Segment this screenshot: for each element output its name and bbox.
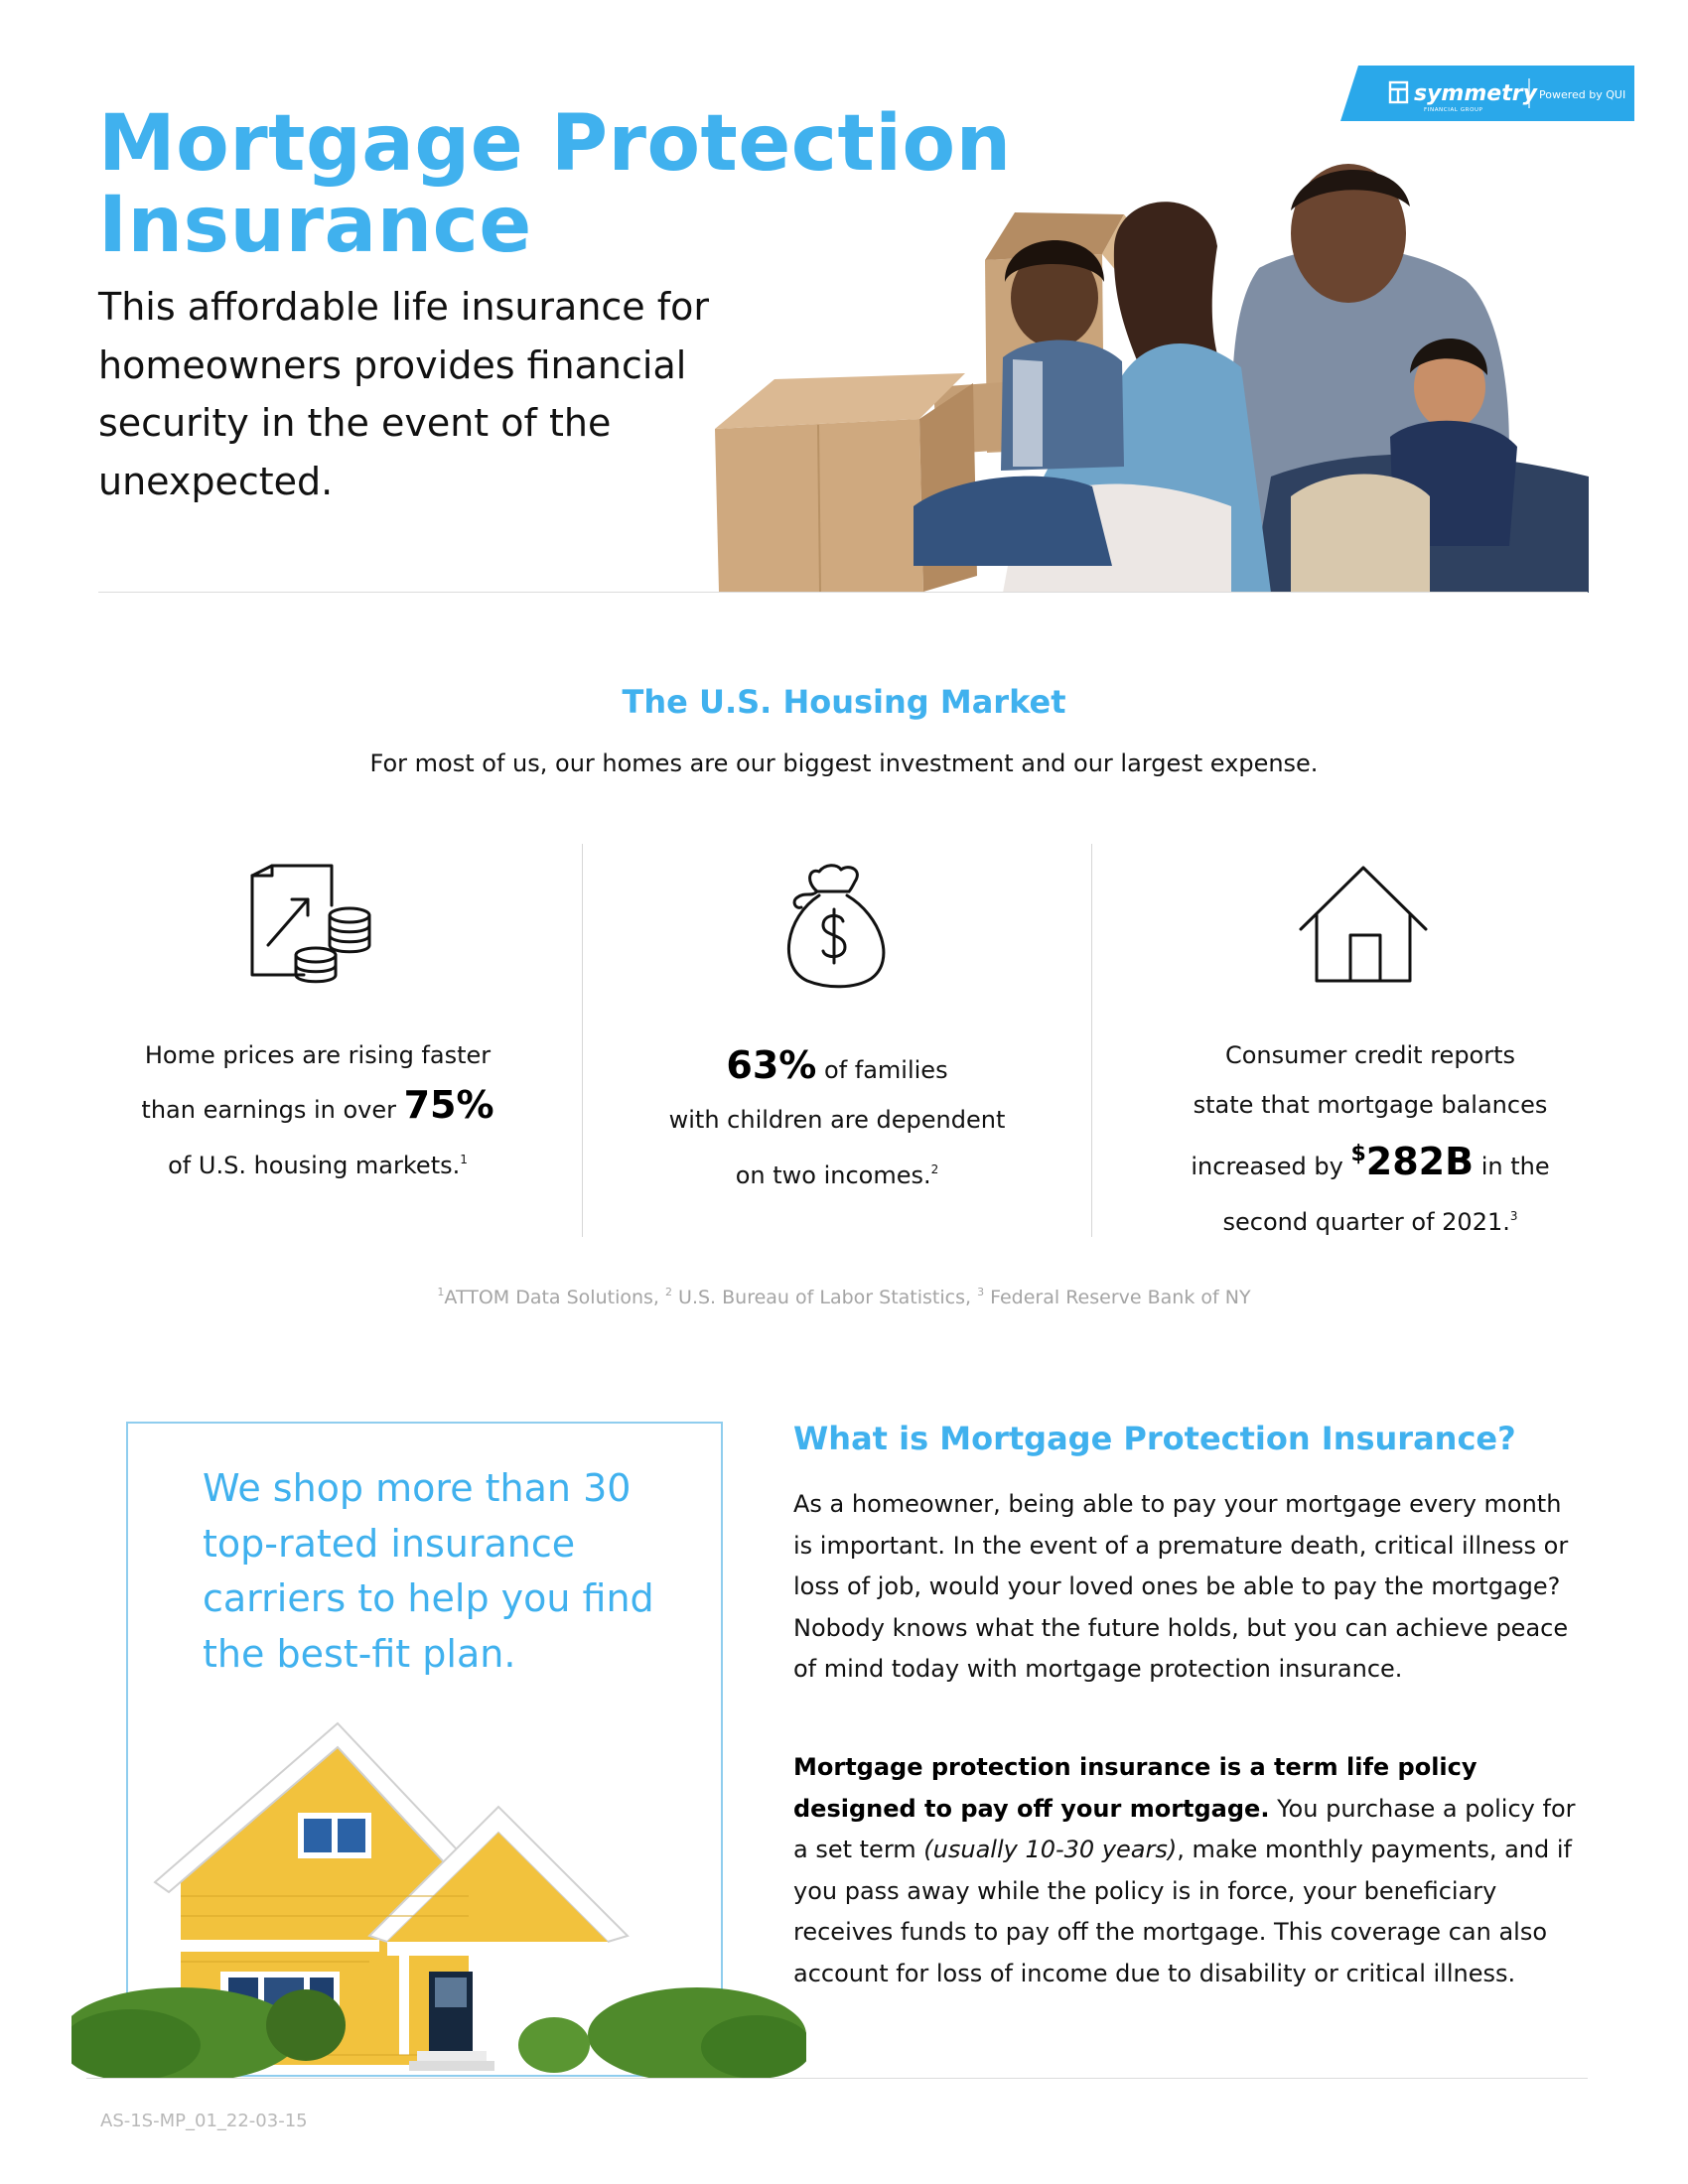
stat-two-incomes-value: 63% (726, 1043, 817, 1087)
stat-column-divider (1091, 844, 1092, 1237)
paragraph-2-italic: (usually 10-30 years) (923, 1836, 1178, 1864)
stat-home-prices (99, 1030, 536, 1190)
stat-home-prices-value: 75% (403, 1083, 494, 1127)
stat-home-prices-line1: Home prices are rising faster (144, 1041, 492, 1069)
currency-symbol: $ (1350, 1142, 1366, 1166)
logo-tagline: FINANCIAL GROUP (1424, 107, 1483, 113)
stat-two-incomes-line1-text: of families (816, 1056, 948, 1084)
source-text: U.S. Bureau of Labor Statistics, (672, 1287, 978, 1308)
logo-name: symmetry (1414, 81, 1537, 106)
page-title-line1: Mortgage Protection (98, 99, 1012, 189)
document-code: AS-1S-MP_01_22-03-15 (100, 2111, 308, 2131)
hero-subtitle: This affordable life insurance for homeowners provides financial security in the event of the unexpected. (98, 285, 710, 503)
stat-two-incomes-line1 (594, 1040, 1080, 1095)
stat-mortgage-balances-line3-end: in the (1474, 1153, 1550, 1180)
paragraph-2-bold-lead: Mortgage protection insurance is a term life policy designed to pay off your mortgage. (793, 1753, 1477, 1823)
housing-section-intro: For most of us, our homes are our biggest investment and our largest expense. (369, 750, 1319, 777)
stat-mortgage-balances (1102, 1030, 1638, 1247)
source-number: 3 (977, 1286, 985, 1298)
what-is-mpi-title: What is Mortgage Protection Insurance? (793, 1420, 1516, 1457)
footnote-marker: 1 (460, 1153, 468, 1166)
stat-mortgage-balances-line1: Consumer credit reports (1224, 1041, 1516, 1069)
paragraph-2-text-a: You purchase a policy for a set term (793, 1794, 1576, 1864)
stat-home-prices-line2-text: than earnings in over (141, 1096, 404, 1124)
stat-two-incomes (594, 1040, 1080, 1200)
rising-chart-coins-icon (246, 860, 375, 989)
stat-mortgage-balances-line2: state that mortgage balances (1193, 1091, 1548, 1119)
stat-column-divider (582, 844, 583, 1237)
page-title-line2: Insurance (98, 181, 532, 270)
paragraph-2-text-b: , make monthly payments, and if you pass away while the policy is in force, your beneficiary receives funds to pay off the mortgage. This coverage can also account for loss of income due to disability or critical illness. (793, 1836, 1572, 1987)
section-divider (98, 592, 1588, 593)
money-bag-icon (772, 860, 901, 989)
stat-home-prices-line3-text: of U.S. housing markets. (168, 1152, 461, 1179)
housing-section-title: The U.S. Housing Market (622, 683, 1066, 721)
stat-mortgage-balances-value (1350, 1140, 1474, 1183)
source-text: Federal Reserve Bank of NY (984, 1287, 1251, 1308)
stat-home-prices-line2 (99, 1080, 536, 1135)
powered-by: Powered by QUI (1539, 88, 1626, 101)
stat-mortgage-balances-line3-text: increased by (1191, 1153, 1351, 1180)
stat-mortgage-balances-line3 (1102, 1130, 1638, 1191)
symmetry-logo (1340, 66, 1634, 121)
what-is-mpi-paragraph-1: As a homeowner, being able to pay your mortgage every month is important. In the event of a premature death, critical illness or loss of job, would your loved ones be able to pay the mortgage? Nobody knows what the future holds, but you can achieve peace of mind today with mortgage protection insurance. (793, 1490, 1569, 1684)
source-citations (0, 1286, 1688, 1308)
footer-divider (86, 2078, 1588, 2079)
stat-mortgage-balances-line4 (1102, 1191, 1638, 1247)
what-is-mpi-paragraph-2 (793, 1747, 1588, 1995)
source-number: 2 (665, 1286, 672, 1298)
stat-mortgage-balances-amount: 282B (1365, 1140, 1475, 1183)
stat-two-incomes-line3-text: on two incomes. (735, 1161, 931, 1189)
house-icon (1299, 860, 1428, 989)
promo-text: We shop more than 30 top-rated insurance carriers to help you find the best-fit plan. (203, 1466, 654, 1676)
stat-two-incomes-line2: with children are dependent (668, 1106, 1006, 1134)
footnote-marker: 2 (930, 1162, 939, 1176)
stat-mortgage-balances-line4-text: second quarter of 2021. (1222, 1208, 1510, 1236)
footnote-marker: 3 (1509, 1209, 1518, 1223)
yellow-house-image (71, 1717, 806, 2079)
stat-two-incomes-line3 (594, 1145, 1080, 1200)
source-text: ATTOM Data Solutions, (444, 1287, 665, 1308)
stat-home-prices-line3 (99, 1135, 536, 1190)
source-number: 1 (437, 1286, 445, 1298)
family-with-moving-boxes-image (715, 149, 1589, 593)
